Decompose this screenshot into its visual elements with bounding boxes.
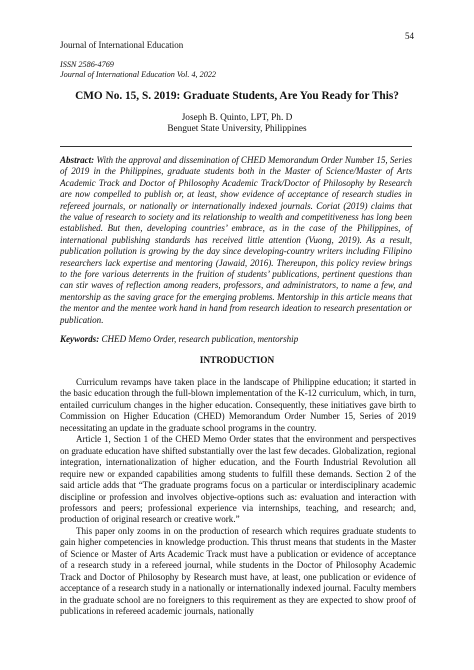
journal-issn-block xyxy=(60,60,216,81)
journal-volume: Journal of International Education Vol. 4, 2022 xyxy=(60,70,217,80)
author-affiliation: Benguet State University, Philippines xyxy=(167,124,307,135)
section-heading: INTRODUCTION xyxy=(199,356,275,366)
keywords-label: Keywords: xyxy=(60,334,100,344)
page-number: 54 xyxy=(405,31,414,41)
paragraph: Article 1, Section 1 of the CHED Memo Order states that the environment and perspectives on graduate education have shifted substantially over the last few decades. Globalization, regional integration, internationalization of higher education, and the Fourth Industrial Revolution all require new or expanded capabilities among students to fulfill these demands. Section 2 of the said article adds that “The graduate programs focus on a particular or interdisciplinary academic discipline or profession and involves objective-options such as: evaluation and interaction with professors and peers; professional experience via internships, teaching, and research; and, production of original research or creative work.” xyxy=(60,434,416,525)
keywords-text: CHED Memo Order, research publication, mentorship xyxy=(101,334,299,344)
author-block xyxy=(40,113,434,135)
author-name: Joseph B. Quinto, LPT, Ph. D xyxy=(181,113,293,123)
abstract-text: With the approval and dissemination of CHED Memorandum Order Number 15, Series of 2019 in the Philippines, graduate students both in the Master of Science/Master of Arts Academic Track and Doctor of Philosophy Academic Track/Doctor of Philosophy by Research are now compelled to publish or, at least, show evidence of acceptance of research studies in refereed journals, or nationally or internationally indexed journals. Coriat (2019) claims that the value of research to society and its relationship to wealth and competitiveness has long been established. But then, developing countries’ embrace, as in the case of the Philippines, of international publishing standards has received little attention (Vuong, 2019). As a result, publication pollution is growing by the day since developing-country writers including Filipino researchers lack expertise and mentoring (Jawaid, 2016). Thereupon, this policy review brings to the fore various deterrents in the fruition of students’ publications, pertinent questions than can stir waves of reflection among readers, professors, and administrators, to name a few, and mentorship as the saving grace for the emerging problems. Mentorship in this article means that the mentor and the mentee work hand in hand from research ideation to research presentation or publication. xyxy=(60,155,413,325)
issn: ISSN 2586-4769 xyxy=(60,60,114,69)
paragraph: This paper only zooms in on the production of research which requires graduate students to gain higher competencies in knowledge production. This thrust means that students in the Master of Science or Master of Arts Academic Track must have a publication or evidence of acceptance of a research study in a refereed journal, while students in the Doctor of Philosophy Academic Track and Doctor of Philosophy by Research must have, at least, one publication or evidence of acceptance of a research study in a nationally or internationally indexed journal. Faculty members in the graduate school are no foreigners to this requirement as they are expected to show proof of publications in refereed academic journals, nationally xyxy=(60,525,416,617)
keywords xyxy=(60,334,412,344)
divider-rule xyxy=(60,146,412,147)
paragraph: Curriculum revamps have taken place in the landscape of Philippine education; it started in the basic education through the full-blown implementation of the K-12 curriculum, which, in turn, entailed curriculum changes in the higher education. Consequently, these initiatives gave birth to Commission on Higher Education (CHED) Memorandum Order Number 15, Series of 2019 necessitating an update in the graduate school programs in the country. xyxy=(60,377,416,433)
journal-name: Journal of International Education xyxy=(60,40,184,50)
paper-title: CMO No. 15, S. 2019: Graduate Students, Are You Ready for This? xyxy=(75,90,399,102)
body-text xyxy=(60,377,416,618)
abstract-label: Abstract: xyxy=(60,155,95,165)
abstract xyxy=(60,155,412,326)
